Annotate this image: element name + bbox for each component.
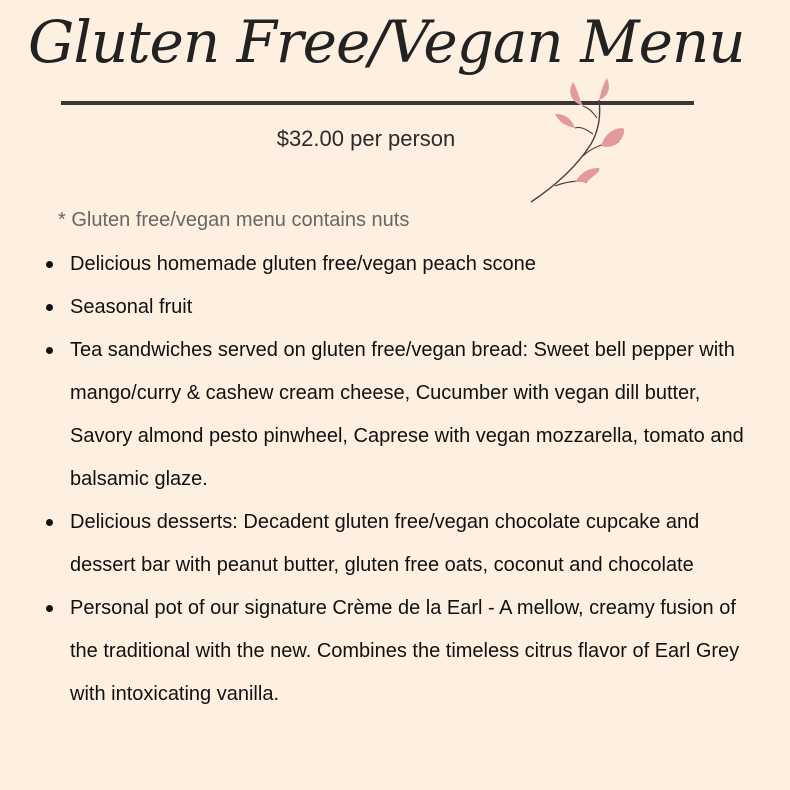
menu-item-text: Delicious homemade gluten free/vegan peach scone [70,253,536,275]
menu-item-list [30,243,750,716]
bullet-icon [46,605,53,612]
bullet-icon [46,261,53,268]
nuts-allergy-note: * Gluten free/vegan menu contains nuts [58,209,410,231]
bullet-icon [46,519,53,526]
menu-item-text: Personal pot of our signature Crème de la Earl - A mellow, creamy fusion of the traditional with the new. Combines the timeless citrus flavor of Earl Grey with intoxicating vanilla. [70,597,740,705]
menu-title: Gluten Free/Vegan Menu [28,8,745,76]
list-item [30,286,750,329]
menu-item-text: Tea sandwiches served on gluten free/vegan bread: Sweet bell pepper with mango/curry & cashew cream cheese, Cucumber with vegan dill butter, Savory almond pesto pinwheel, Caprese with vegan mozzarella, tomato and balsamic glaze. [70,339,744,490]
list-item [30,587,750,716]
menu-item-text: Delicious desserts: Decadent gluten free/vegan chocolate cupcake and dessert bar with peanut butter, gluten free oats, coconut and chocolate [70,511,700,576]
list-item [30,501,750,587]
menu-item-text: Seasonal fruit [70,296,193,318]
bullet-icon [46,304,53,311]
list-item [30,243,750,286]
bullet-icon [46,347,53,354]
price-per-person: $32.00 per person [276,126,456,151]
leaf-sprig-icon [525,78,635,206]
list-item [30,329,750,501]
